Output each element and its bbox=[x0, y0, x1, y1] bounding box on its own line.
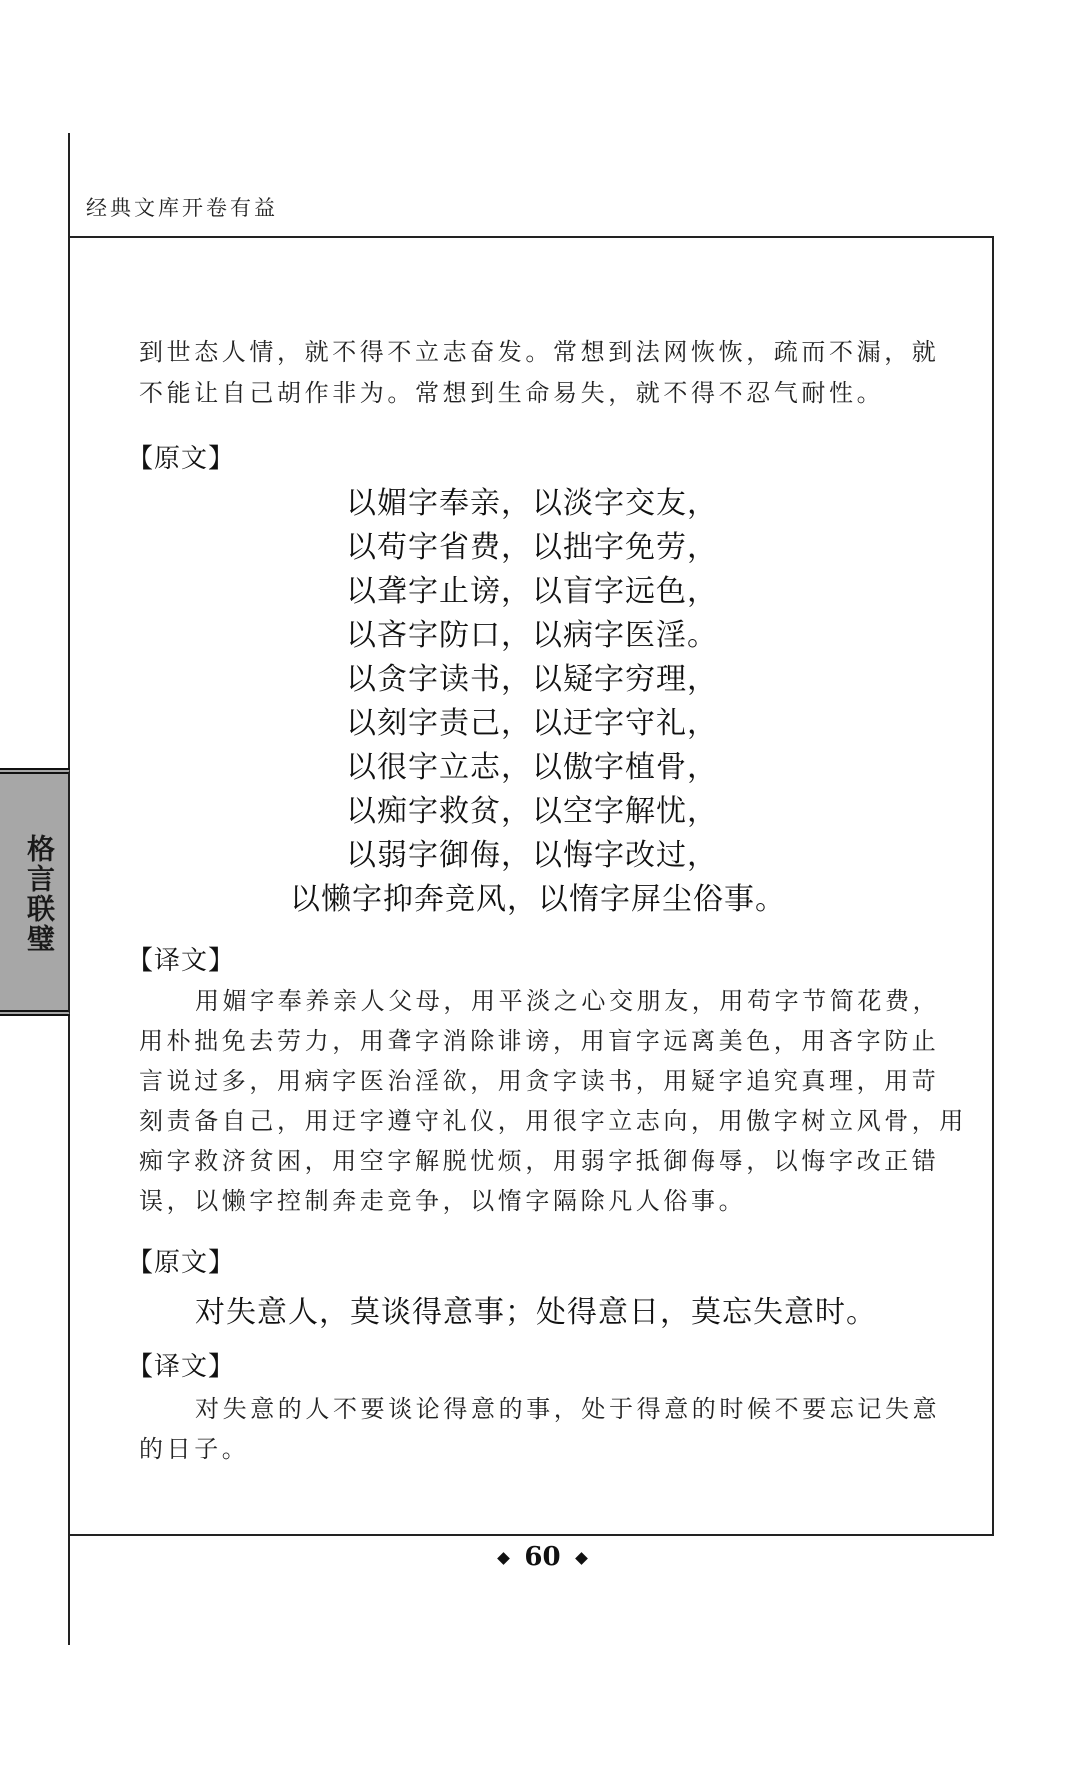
page-number-text: 60 bbox=[524, 1542, 561, 1572]
translation-line: 的日子。 bbox=[139, 1435, 250, 1463]
verse-line: 以苟字省费，以拙字免劳， bbox=[346, 530, 718, 565]
translation-line: 用朴拙免去劳力，用聋字消除诽谤，用盲字远离美色，用吝字防止 bbox=[139, 1027, 940, 1055]
translation-line: 刻责备自己，用迂字遵守礼仪，用很字立志向，用傲字树立风骨，用 bbox=[139, 1107, 967, 1135]
verse-line: 以媚字奉亲，以淡字交友， bbox=[346, 486, 718, 521]
verse-line: 以聋字止谤，以盲字远色， bbox=[346, 574, 718, 609]
footer-rule bbox=[68, 1534, 994, 1536]
verse-line: 以很字立志，以傲字植骨， bbox=[346, 750, 718, 785]
verse-line: 以贪字读书，以疑字穷理， bbox=[346, 662, 718, 697]
diamond-ornament-icon bbox=[575, 1552, 588, 1565]
original-text-label: 【原文】 bbox=[127, 444, 236, 474]
verse-line: 以痴字救贫，以空字解忧， bbox=[346, 794, 718, 829]
verse-line: 对失意人，莫谈得意事；处得意日，莫忘失意时。 bbox=[195, 1295, 877, 1330]
translation-label: 【译文】 bbox=[127, 1352, 236, 1382]
verse-line: 以吝字防口，以病字医淫。 bbox=[346, 618, 718, 653]
right-frame-rule bbox=[992, 236, 994, 1536]
page-number bbox=[0, 1542, 1085, 1572]
intro-line-1: 到世态人情，就不得不立志奋发。常想到法网恢恢，疏而不漏，就 bbox=[139, 338, 940, 366]
side-tab-label: 格言联璧 bbox=[23, 834, 56, 954]
translation-line: 用媚字奉养亲人父母，用平淡之心交朋友，用苟字节简花费， bbox=[195, 987, 941, 1015]
original-text-label: 【原文】 bbox=[127, 1248, 236, 1278]
header-rule bbox=[68, 236, 994, 238]
verse-line: 以刻字责己，以迂字守礼， bbox=[346, 706, 718, 741]
diamond-ornament-icon bbox=[498, 1552, 511, 1565]
translation-line: 痴字救济贫困，用空字解脱忧烦，用弱字抵御侮辱，以悔字改正错 bbox=[139, 1147, 940, 1175]
verse-line: 以懒字抑奔竞风，以惰字屏尘俗事。 bbox=[290, 882, 786, 917]
translation-line: 言说过多，用病字医治淫欲，用贪字读书，用疑字追究真理，用苛 bbox=[139, 1067, 940, 1095]
running-header: 经典文库开卷有益 bbox=[86, 196, 278, 220]
intro-line-2: 不能让自己胡作非为。常想到生命易失，就不得不忍气耐性。 bbox=[139, 379, 885, 407]
chapter-side-tab bbox=[0, 768, 70, 1016]
verse-line: 以弱字御侮，以悔字改过， bbox=[346, 838, 718, 873]
translation-line: 对失意的人不要谈论得意的事，处于得意的时候不要忘记失意 bbox=[195, 1395, 941, 1423]
translation-line: 误，以懒字控制奔走竞争，以惰字隔除凡人俗事。 bbox=[139, 1187, 747, 1215]
translation-label: 【译文】 bbox=[127, 946, 236, 976]
